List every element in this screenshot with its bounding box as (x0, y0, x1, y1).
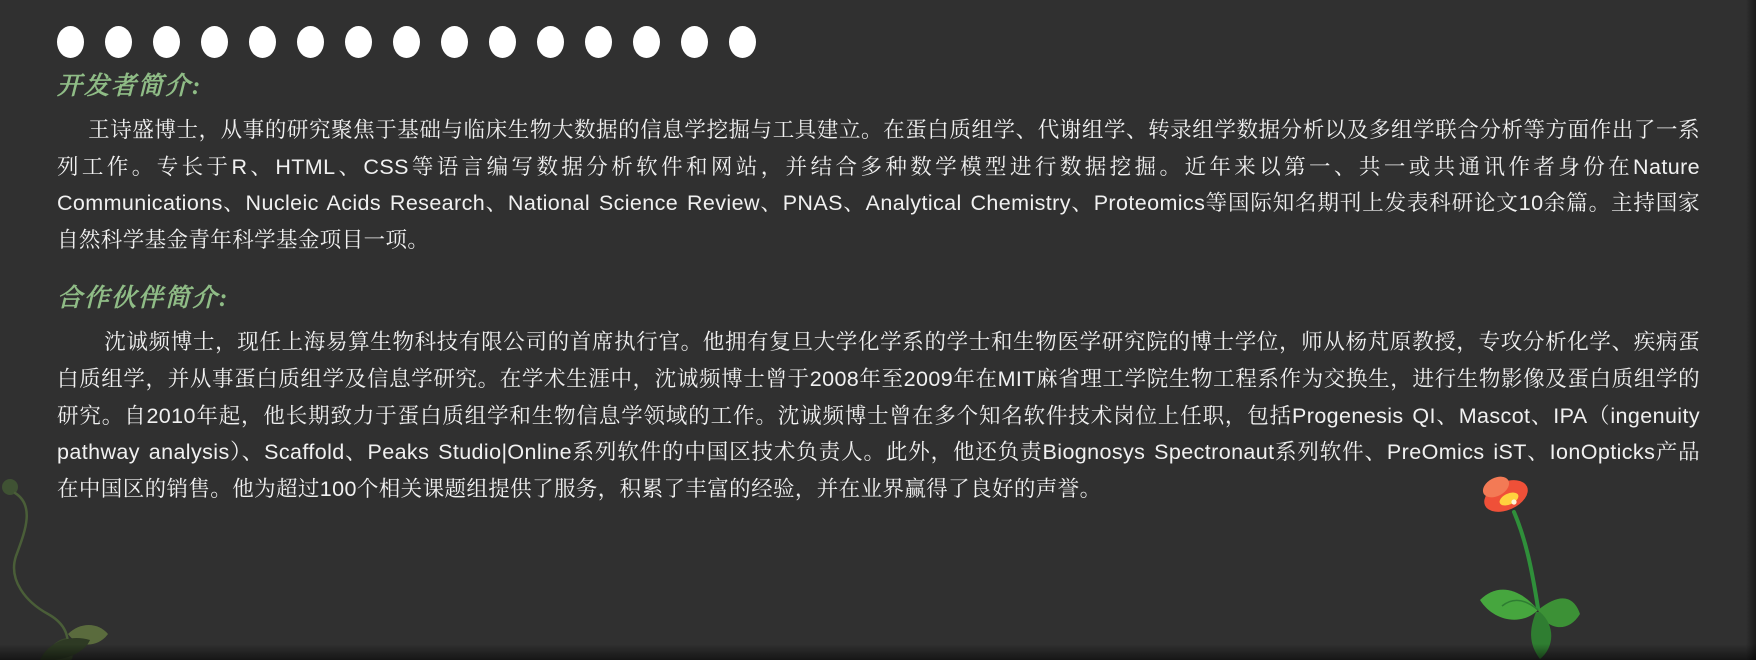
partner-section-heading: 合作伙伴简介: (57, 285, 230, 313)
binder-dot-icon (585, 26, 612, 58)
binder-dots-row (57, 26, 756, 58)
developer-section-heading: 开发者简介: (57, 73, 203, 100)
page-edge-shadow-right (1746, 0, 1756, 660)
developer-section-paragraph: 王诗盛博士，从事的研究聚焦于基础与临床生物大数据的信息学挖掘与工具建立。在蛋白质组学、代谢组学、转录组学数据分析以及多组学联合分析等方面作出了一系列工作。专长于R、HTML、CSS等语言编写数据分析软件和网站，并结合多种数学模型进行数据挖掘。近年来以第一、共一或共通讯作者身份在Nature Communications、Nucleic Acids Research、National Science Review、PNAS、Analytical Chemistry、Proteomics等国际知名期刊上发表科研论文10余篇。主持国家自然科学基金青年科学基金项目一项。 (57, 118, 1700, 252)
binder-dot-icon (441, 26, 468, 58)
binder-dot-icon (57, 26, 84, 58)
binder-dot-icon (681, 26, 708, 58)
vine-decoration-icon (0, 476, 120, 660)
binder-dot-icon (729, 26, 756, 58)
binder-dot-icon (633, 26, 660, 58)
binder-dot-icon (489, 26, 516, 58)
partner-section (57, 284, 1700, 507)
flower-decoration-icon (1468, 460, 1583, 660)
binder-dot-icon (297, 26, 324, 58)
binder-dot-icon (201, 26, 228, 58)
partner-section-paragraph: 沈诚频博士，现任上海易算生物科技有限公司的首席执行官。他拥有复旦大学化学系的学士和生物医学研究院的博士学位，师从杨芃原教授，专攻分析化学、疾病蛋白质组学，并从事蛋白质组学及信息学研究。在学术生涯中，沈诚频博士曾于2008年至2009年在MIT麻省理工学院生物工程系作为交换生，进行生物影像及蛋白质组学的研究。自2010年起，他长期致力于蛋白质组学和生物信息学领域的工作。沈诚频博士曾在多个知名软件技术岗位上任职，包括Progenesis QI、Mascot、IPA（ingenuity pathway analysis）、Scaffold、Peaks Studio|Online系列软件的中国区技术负责人。此外，他还负责Biognosys Spectronaut系列软件、PreOmics iST、IonOpticks产品在中国区的销售。他为超过100个相关课题组提供了服务，积累了丰富的经验，并在业界赢得了良好的声誉。 (57, 330, 1700, 501)
binder-dot-icon (345, 26, 372, 58)
binder-dot-icon (393, 26, 420, 58)
binder-dot-icon (153, 26, 180, 58)
binder-dot-icon (537, 26, 564, 58)
developer-section (57, 72, 1700, 258)
text-content (57, 72, 1700, 507)
binder-dot-icon (105, 26, 132, 58)
binder-dot-icon (249, 26, 276, 58)
